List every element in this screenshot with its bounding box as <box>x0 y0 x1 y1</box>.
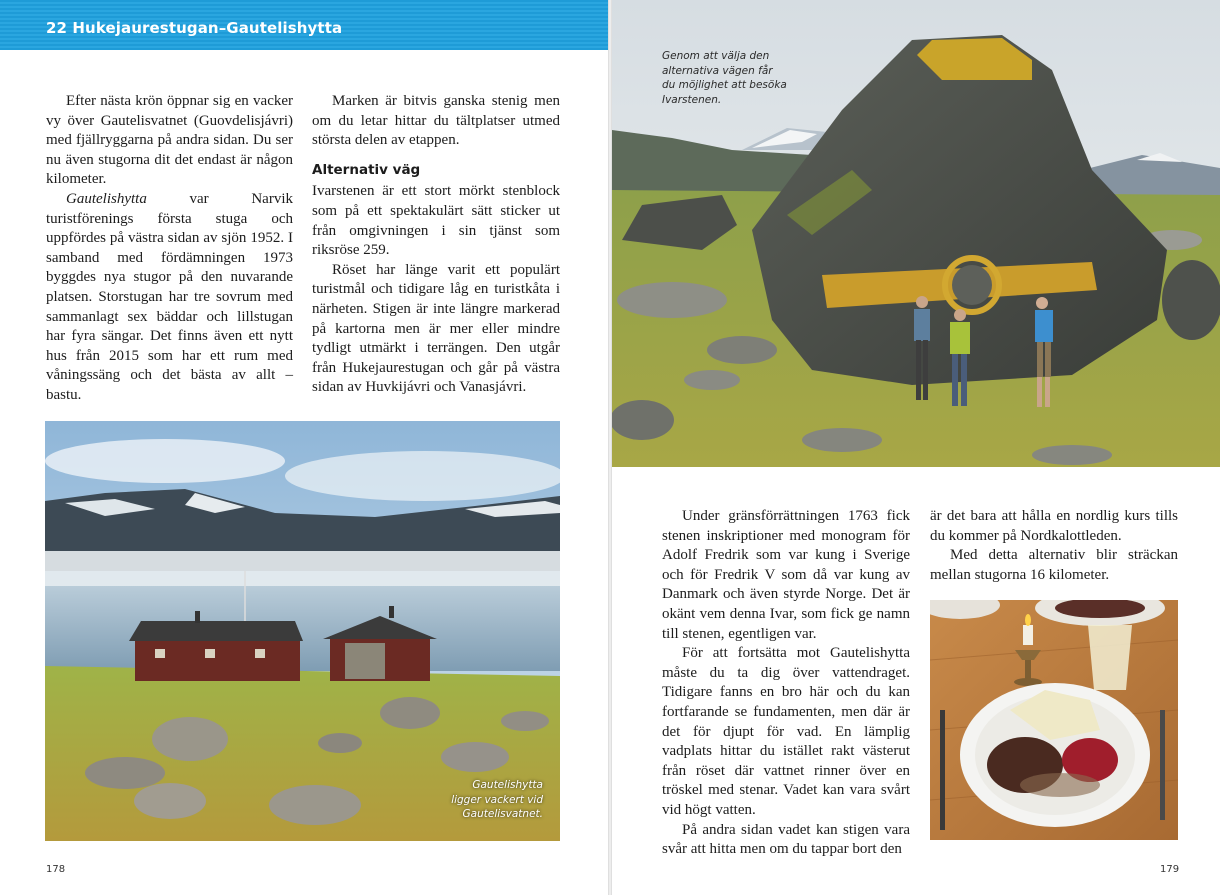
right-column-1 <box>662 507 910 860</box>
cabins-photo-caption: Gautelishytta ligger vackert vid Gautelisvatnet. <box>451 779 543 820</box>
page-number: 179 <box>1160 864 1180 875</box>
paragraph: Marken är bitvis ganska stenig men om du letar hittar du tältplatser utmed största delen av etappen. <box>312 93 560 149</box>
italic-term: Gautelishytta <box>66 190 147 207</box>
paragraph: Röset har länge varit ett populärt turistmål och tidigare låg en turistkåta i närheten. Stigen är inte längre markerad på kartorna men är mer eller mindre tydligt utmärkt i terrängen. Den utgår från Hukejaurestugan och går på västra sidan av Huvkijávri och Vanasjávri. <box>312 261 560 396</box>
section-heading: Alternativ väg <box>312 161 421 178</box>
paragraph: är det bara att hålla en nordlig kurs tills du kommer på Nordkalottleden. <box>930 508 1178 544</box>
meal-photo <box>930 600 1178 840</box>
paragraph: Med detta alternativ blir sträckan mellan stugorna 16 kilometer. <box>930 547 1178 583</box>
cabins-photo <box>45 421 560 841</box>
paragraph: Efter nästa krön öppnar sig en vacker vy över Gautelisvatnet (Guovdelisjávri) med fjällryggarna på andra sidan. Du ser nu även stugorna dit det endast är någon kilometer. <box>46 93 293 188</box>
paragraph: För att fortsätta mot Gautelishytta måste du ta dig över vattendraget. Tidigare fanns en bro här och du kan fortfarande se fundamenten, men där är det för djupt för vad. En lämplig vadplats hittar du istället rakt västerut från röset där vattnet rinner över en tröskel med stenar. Vadet kan vara svårt vid högt vatten. <box>662 645 910 818</box>
left-column-1 <box>46 92 293 406</box>
ivarstenen-photo <box>612 0 1220 467</box>
page-number: 178 <box>46 864 66 875</box>
paragraph: Ivarstenen är ett stort mörkt stenblock som på ett spektakulärt sätt sticker ut från omgivningen i sin tjänst som riksröse 259. <box>312 183 560 259</box>
paragraph: På andra sidan vadet kan stigen vara svår att hitta men om du tappar bort den <box>662 821 910 858</box>
left-page <box>0 0 608 895</box>
paragraph: Gautelishytta var Narvik turistförenings första stuga och uppfördes på västra sidan av sjön 1952. I samband med fördämningen 1973 byggdes nya stugor på den nuvarande platsen. Storstugan har tre sovrum med sammanlagt sex bäddar och lillstugan har fyra sängar. Det finns även ett nytt hus från 2015 som har ett rum med våningssäng och det bästa av allt – bastu. <box>46 190 293 403</box>
chapter-header-band <box>0 0 608 50</box>
chapter-title: 22 Hukejaurestugan–Gautelishytta <box>46 19 343 37</box>
ivarstenen-photo-caption: Genom att välja den alternativa vägen får du möjlighet att besöka Ivarstenen. <box>662 50 787 106</box>
right-column-2 <box>930 507 1178 585</box>
right-page <box>612 0 1220 895</box>
paragraph: Under gränsförrättningen 1763 fick stenen inskriptioner med monogram för Adolf Fredrik som var kung i Sverige och för Fredrik V som då var kung av Danmark och även styrde Norge. Det är okänt vem denna Ivar, som fick ge namn till stenen, egentligen var. <box>662 508 910 642</box>
left-column-2 <box>312 92 560 398</box>
